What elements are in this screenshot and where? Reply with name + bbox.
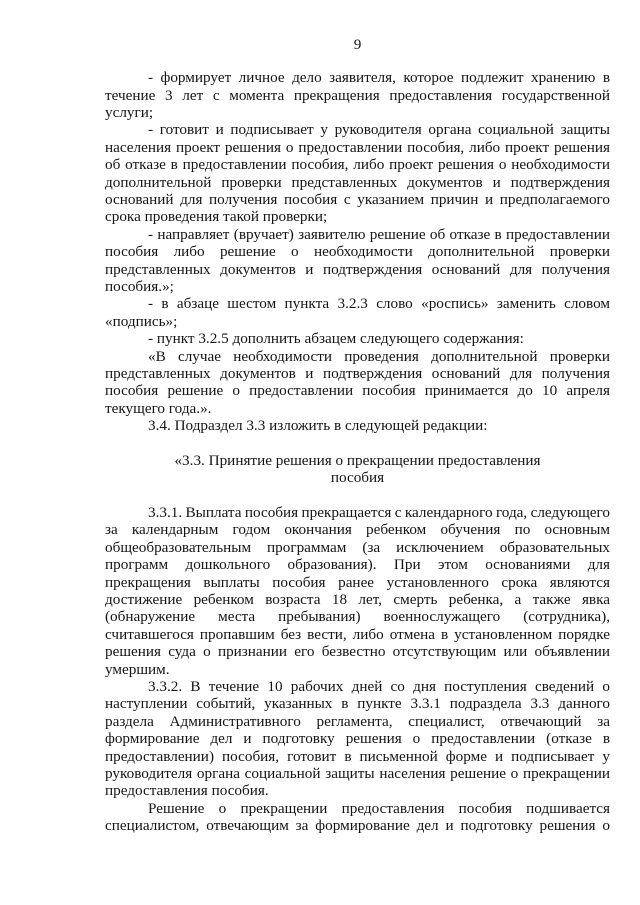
text-line: оснований для получения пособия с указанием причин и предполагаемого bbox=[105, 191, 610, 209]
paragraph bbox=[105, 69, 610, 121]
text-line: текущего года.». bbox=[105, 399, 212, 417]
paragraph bbox=[105, 678, 610, 800]
text-line: представленных документов и подтверждения оснований для получения bbox=[105, 364, 610, 382]
paragraph bbox=[105, 417, 610, 434]
text-line: - в абзаце шестом пункта 3.2.3 слово «роспись» заменить словом bbox=[148, 295, 610, 313]
paragraph bbox=[105, 348, 610, 418]
text-line: - пункт 3.2.5 дополнить абзацем следующего содержания: bbox=[148, 330, 524, 348]
page-number: 9 bbox=[353, 36, 362, 53]
text-line: - готовит и подписывает у руководителя органа социальной защиты bbox=[148, 121, 610, 139]
text-line: решения суда о признании его безвестно отсутствующим или объявлении bbox=[105, 643, 610, 661]
text-line: раздела Административного регламента, специалист, отвечающий за bbox=[105, 712, 610, 730]
section-heading bbox=[105, 452, 610, 487]
heading-line: «3.3. Принятие решения о прекращении предоставления bbox=[174, 451, 541, 469]
text-line: Решение о прекращении предоставления пособия подшивается bbox=[148, 799, 610, 817]
text-line: - направляет (вручает) заявителю решение об отказе в предоставлении bbox=[148, 225, 610, 243]
text-line: 3.3.1. Выплата пособия прекращается с календарного года, следующего bbox=[148, 504, 610, 522]
text-line: общеобразовательным программам (за исключением образовательных bbox=[105, 538, 610, 556]
text-line: руководителя органа социальной защиты населения решение о прекращении bbox=[105, 764, 610, 782]
blank-line bbox=[105, 487, 610, 504]
paragraph bbox=[105, 295, 610, 330]
blank-line bbox=[105, 435, 610, 452]
text-line: об отказе в предоставлении пособия, либо проект решения о необходимости bbox=[105, 156, 610, 174]
text-line: за календарным годом окончания ребенком обучения по основным bbox=[105, 521, 610, 539]
heading-line: пособия bbox=[330, 469, 385, 487]
text-line: пособия либо решение о необходимости дополнительной проверки bbox=[105, 243, 610, 261]
document-body bbox=[105, 69, 610, 834]
paragraph bbox=[105, 330, 610, 347]
text-line: пособия.»; bbox=[105, 277, 174, 295]
text-line: 3.3.2. В течение 10 рабочих дней со дня поступления сведений о bbox=[148, 677, 610, 695]
text-line: «В случае необходимости проведения дополнительной проверки bbox=[148, 347, 610, 365]
text-line: «подпись»; bbox=[105, 312, 178, 330]
paragraph bbox=[105, 226, 610, 296]
text-line: (обнаружение места пребывания) военнослужащего (сотрудника), bbox=[105, 608, 610, 626]
text-line: - формирует личное дело заявителя, которое подлежит хранению в bbox=[148, 69, 610, 87]
text-line: населения проект решения о предоставлении пособия, либо проект решения bbox=[105, 138, 610, 156]
text-line: услуги; bbox=[105, 104, 154, 122]
paragraph bbox=[105, 800, 610, 835]
text-line: течение 3 лет с момента прекращения предоставления государственной bbox=[105, 86, 610, 104]
text-line: прекращения выплаты пособия ранее установленного срока являются bbox=[105, 573, 610, 591]
text-line: пособия решение о предоставлении пособия принимается до 10 апреля bbox=[105, 382, 610, 400]
text-line: предоставлении) пособия, готовит в письменной форме и подписывает у bbox=[105, 747, 610, 765]
text-line: предоставления пособия. bbox=[105, 782, 269, 800]
text-line: формирование дел и подготовку решения о предоставлении (отказе в bbox=[105, 730, 610, 748]
text-line: достижение ребенком возраста 18 лет, смерть ребенка, а также явка bbox=[105, 591, 610, 609]
text-line: специалистом, отвечающим за формирование дел и подготовку решения о bbox=[105, 817, 610, 835]
paragraph bbox=[105, 121, 610, 225]
text-line: программ дошкольного образования). При этом основаниями для bbox=[105, 556, 610, 574]
paragraph bbox=[105, 504, 610, 678]
text-line: срока проведения такой проверки; bbox=[105, 208, 328, 226]
text-line: 3.4. Подраздел 3.3 изложить в следующей редакции: bbox=[148, 417, 488, 435]
text-line: представленных документов и подтверждения оснований для получения bbox=[105, 260, 610, 278]
text-line: дополнительной проверки представленных документов и подтверждения bbox=[105, 173, 610, 191]
text-line: умершим. bbox=[105, 660, 170, 678]
text-line: наступлении событий, указанных в пункте 3.3.1 подраздела 3.3 данного bbox=[105, 695, 610, 713]
text-line: считавшегося пропавшим без вести, либо отмена в установленном порядке bbox=[105, 625, 610, 643]
